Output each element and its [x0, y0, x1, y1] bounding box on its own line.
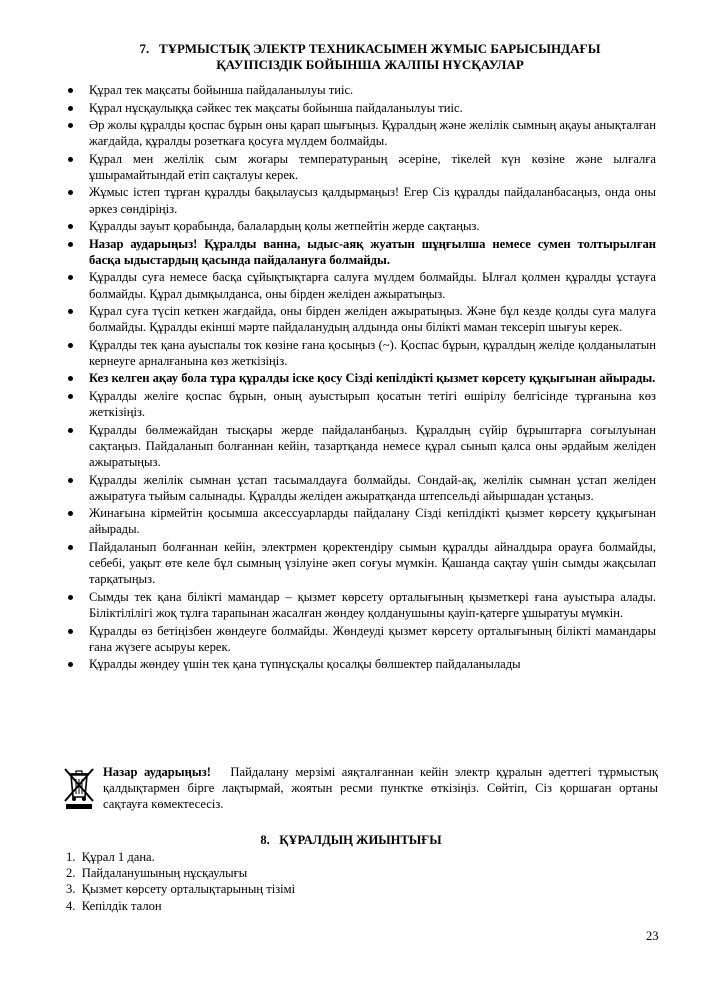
kit-item-text: Құрал 1 дана.: [81, 850, 155, 864]
kit-contents-list: [66, 849, 566, 914]
section-7-title-line-2: ҚАУІПСІЗДІК БОЙЫНША ЖАЛПЫ НҰСҚАУЛАР: [216, 57, 524, 72]
instruction-item: Жұмыс істеп тұрған құралды бақылаусыз қалдырмаңыз! Егер Сіз құралды пайдаланбасаңыз, онда оны әркез сөндіріңіз.: [66, 184, 656, 216]
instruction-item: Құралды зауыт қорабында, балалардың қолы жетпейтін жерде сақтаңыз.: [66, 218, 656, 234]
instruction-item: Пайдаланып болғаннан кейін, электрмен қоректендіру сымын құралды айналдыра орауға болмайды, себебі, уақыт өте келе бұл сымның үзілуіне әкеп соғуы мүмкін. Қашанда сақтау үшін сымды жақсылап тарқатыңыз.: [66, 539, 656, 588]
instruction-item: Құрал нұсқаулыққа сәйкес тек мақсаты бойынша пайдаланылуы тиіс.: [66, 100, 656, 116]
kit-item: [66, 898, 566, 914]
section-8-number: 8.: [260, 833, 270, 847]
instruction-item: Құрал мен желілік сым жоғары температураның әсеріне, тікелей күн көзіне және ылғалға ұшырамайтындай етіп сақталуы керек.: [66, 151, 656, 183]
kit-item-number: 3.: [66, 882, 76, 897]
instruction-item: Құрал суға түсіп кеткен жағдайда, оны бірден желіден ажыратыңыз. Және бұл кезде қолды суға малуға болмайды. Құралды екінші мәрте пайдаланудың алдында оны білікті маман тексеріп шығуы керек.: [66, 303, 656, 335]
instruction-item: Құрал тек мақсаты бойынша пайдаланылуы тиіс.: [66, 82, 656, 98]
safety-instructions-list: [66, 82, 656, 674]
instruction-item: Құралды өз бетіңізбен жөндеуге болмайды. Жөндеуді қызмет көрсету орталығының білікті мамандары ғана жүзеге асыруы керек.: [66, 623, 656, 655]
section-7-number: 7.: [139, 41, 150, 56]
kit-item-text: Кепілдік талон: [81, 898, 162, 913]
disposal-warning: [62, 764, 658, 824]
instruction-item: Құралды бөлмежайдан тысқары жерде пайдаланбаңыз. Құралдың сүйір бұрыштарға соғылуынан сақтаңыз. Пайдаланып болғаннан кейін, тазартқанда немесе құрал сынып қалса оны әрдайым желіден ажыратыңыз.: [66, 422, 656, 471]
kit-item-number: 2.: [66, 866, 76, 881]
instruction-item: Жинағына кірмейтін қосымша аксессуарларды пайдалану Сізді кепілдікті қызмет көрсету құқығынан айырады.: [66, 505, 656, 537]
crossed-out-wheelie-bin-icon: [62, 766, 96, 810]
kit-item: [66, 881, 566, 897]
kit-item-text: Пайдаланушының нұсқаулығы: [81, 866, 248, 881]
section-7-heading: [70, 41, 670, 73]
page-number: 23: [646, 929, 659, 943]
instruction-item: Құралды жөндеу үшін тек қана түпнұсқалы қосалқы бөлшектер пайдаланылады: [66, 656, 656, 672]
kit-item: [66, 865, 566, 881]
section-8-title: ҚҰРАЛДЫҢ ЖИЫНТЫҒЫ: [279, 833, 442, 847]
instruction-item: Әр жолы құралды қоспас бұрын оны қарап шығыңыз. Құралдың және желілік сымның ақауы анықталған жағдайда, құралды розеткаға қосуға мүлдем болмайды.: [66, 117, 656, 149]
instruction-item: Құралды желіге қоспас бұрын, оның ауыстырып қосатын тетігі өшірілу белгісінде тұрғанына көз жеткізіңіз.: [66, 388, 656, 420]
kit-item: [66, 849, 566, 865]
warning-label: Назар аударыңыз!: [103, 765, 211, 779]
section-7-title-line-1: [70, 41, 670, 57]
section-8-heading: [186, 832, 516, 848]
instruction-item: Құралды желілік сымнан ұстап тасымалдауға болмайды. Сондай-ақ, желілік сымнан ұстап желіден ажыратуға тыйым салынады. Құралды желіден ажыратқанда штепсельді айыршадан ұстаңыз.: [66, 472, 656, 504]
instruction-item: Құралды суға немесе басқа сұйықтықтарға салуға мүлдем болмайды. Ылғал қолмен құралды ұстауға болмайды. Құрал дымқылданса, оны бірден желіден ажыратыңыз.: [66, 269, 656, 301]
warning-text: Пайдалану мерзімі аяқталғаннан кейін электр құралын әдеттегі тұрмыстық қалдықтармен бірге лақтырмай, жоятын ресми пунктке өткізіңіз. Сөйтіп, Сіз қоршаған ортаны сақтауға көмектесесіз.: [103, 765, 658, 812]
kit-item-number: 4.: [66, 898, 76, 913]
kit-item-number: 1.: [66, 850, 76, 864]
kit-item-text: Қызмет көрсету орталықтарының тізімі: [81, 882, 296, 897]
instruction-item: Назар аударыңыз! Құралды ванна, ыдыс-аяқ жуатын шұңғылша немесе сумен толтырылған басқа ыдыстардың қасында пайдалануға болмайды.: [66, 236, 656, 268]
instruction-item: Сымды тек қана білікті мамандар – қызмет көрсету орталығының қызметкері ғана ауыстыра алады. Біліктілілігі жоқ тұлға тарапынан жасалған жөндеу қолданушыны қауіп-қатерге ұшыратуы мүмкін.: [66, 589, 656, 621]
section-7-title-1: ТҰРМЫСТЫҚ ЭЛЕКТР ТЕХНИКАСЫМЕН ЖҰМЫС БАРЫСЫНДАҒЫ: [158, 41, 601, 56]
warning-text-block: [103, 764, 658, 813]
instruction-item: Құралды тек қана ауыспалы ток көзіне ғана қосыңыз (~). Қоспас бұрын, құралдың желіде қолданылатын кернеуге арналғанына көз жеткізіңіз.: [66, 337, 656, 369]
instruction-item: Кез келген ақау бола тұра құралды іске қосу Сізді кепілдікті қызмет көрсету құқығынан айырады.: [66, 370, 656, 386]
